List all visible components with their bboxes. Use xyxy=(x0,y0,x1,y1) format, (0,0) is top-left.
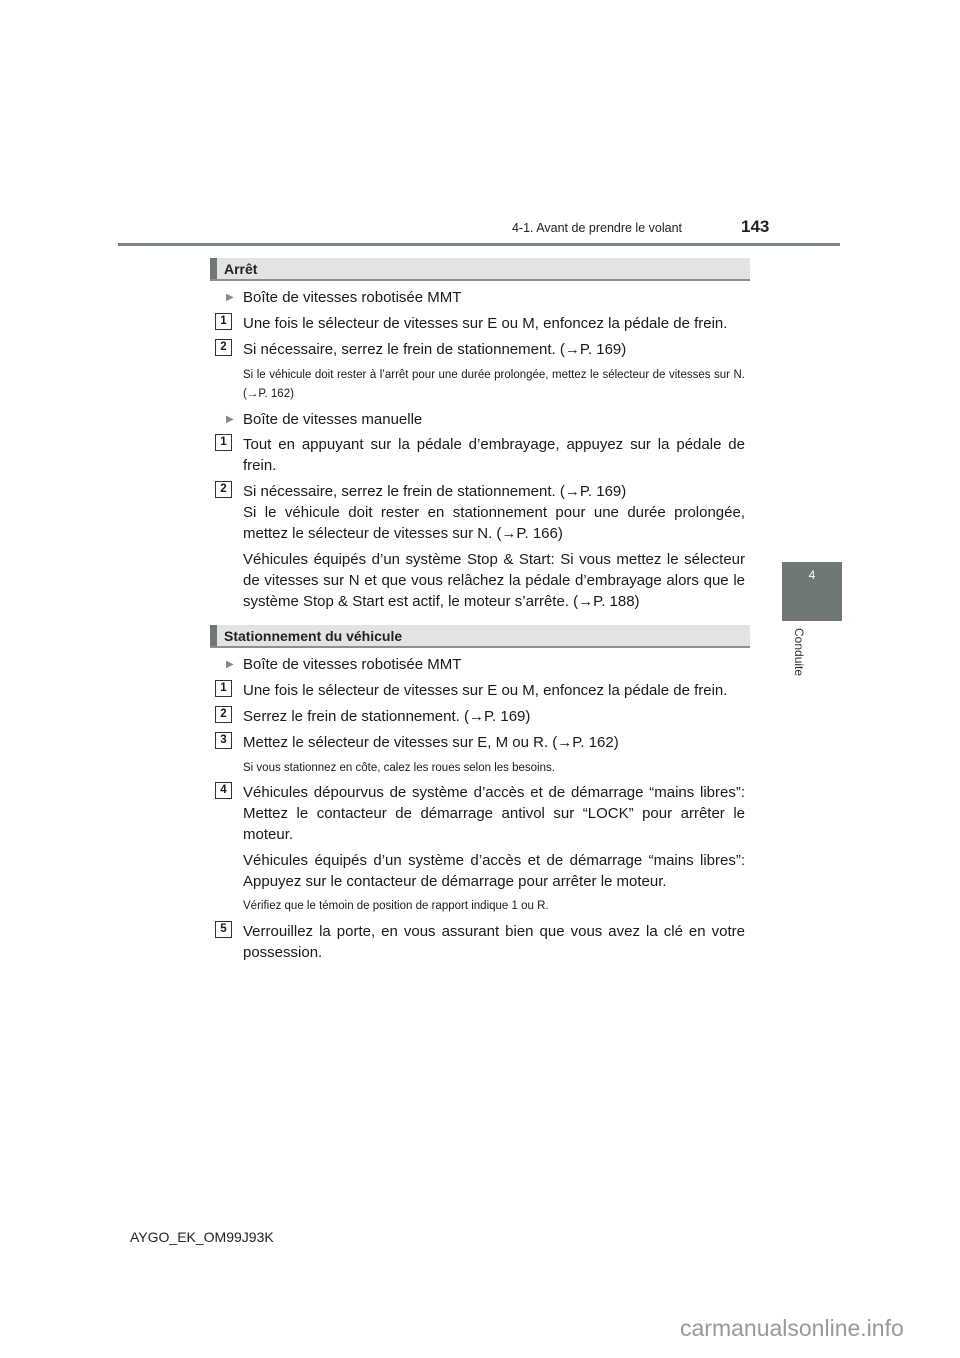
step-number: 3 xyxy=(215,732,232,749)
step-text: Si nécessaire, serrez le frein de stationnement. (→P. 169) xyxy=(243,483,627,500)
step-number: 4 xyxy=(215,782,232,799)
step-text: Une fois le sélecteur de vitesses sur E ou M, enfoncez la pédale de frein. xyxy=(243,315,728,332)
step-text: Mettez le sélecteur de vitesses sur E, M ou R. (→P. 162) xyxy=(243,734,619,751)
section-heading-arret: Arrêt xyxy=(210,258,750,281)
step-number: 1 xyxy=(215,434,232,451)
step-text: Une fois le sélecteur de vitesses sur E ou M, enfoncez la pédale de frein. xyxy=(243,682,728,699)
note-text: Si le véhicule doit rester à l’arrêt pour une durée prolongée, mettez le sélecteur de vitesses sur N. (→P. 162) xyxy=(243,369,745,400)
subheading: Boîte de vitesses robotisée MMT xyxy=(243,289,462,306)
step-text: Si le véhicule doit rester en stationnement pour une durée prolongée, mettez le sélecteur de vitesses sur N. (→P. 166) xyxy=(243,504,745,542)
note-text: Si vous stationnez en côte, calez les roues selon les besoins. xyxy=(243,762,555,774)
step-number: 1 xyxy=(215,313,232,330)
section-heading-stationnement: Stationnement du véhicule xyxy=(210,625,750,648)
page-number: 143 xyxy=(741,217,770,236)
step-text: Si nécessaire, serrez le frein de stationnement. (→P. 169) xyxy=(243,341,627,358)
step-text: Véhicules dépourvus de système d’accès et de démarrage “mains libres”: Mettez le contacteur de démarrage antivol sur “LOCK” pour arrêter le moteur. xyxy=(243,784,745,843)
watermark: carmanualsonline.info xyxy=(680,1315,904,1341)
step-number: 2 xyxy=(215,481,232,498)
document-code: AYGO_EK_OM99J93K xyxy=(130,1229,274,1245)
subheading: Boîte de vitesses robotisée MMT xyxy=(243,656,462,673)
step-text: Tout en appuyant sur la pédale d’embrayage, appuyez sur la pédale de frein. xyxy=(243,436,745,474)
step-number: 2 xyxy=(215,706,232,723)
step-number: 1 xyxy=(215,680,232,697)
step-number: 2 xyxy=(215,339,232,356)
triangle-bullet-icon: ▶ xyxy=(226,414,234,425)
triangle-bullet-icon: ▶ xyxy=(226,659,234,670)
step-text: Serrez le frein de stationnement. (→P. 169) xyxy=(243,708,531,725)
header-divider xyxy=(118,243,840,246)
triangle-bullet-icon: ▶ xyxy=(226,292,234,303)
note-text: Vérifiez que le témoin de position de rapport indique 1 ou R. xyxy=(243,900,549,912)
step-text: Véhicules équipés d’un système d’accès et de démarrage “mains libres”: Appuyez sur le contacteur de démarrage pour arrêter le moteur. xyxy=(243,852,745,890)
header-section-title: 4-1. Avant de prendre le volant xyxy=(511,221,682,235)
chapter-label: Conduite xyxy=(792,628,806,677)
subheading: Boîte de vitesses manuelle xyxy=(243,411,423,428)
step-number: 5 xyxy=(215,921,232,938)
step-text: Verrouillez la porte, en vous assurant bien que vous avez la clé en votre possession. xyxy=(243,923,745,961)
step-text: Véhicules équipés d’un système Stop & Start: Si vous mettez le sélecteur de vitesses sur N et que vous relâchez la pédale d’embrayage alors que le système Stop & Start est actif, le moteur s’arrête. (→P. 188) xyxy=(243,551,745,610)
chapter-tab: 4 xyxy=(782,562,842,621)
